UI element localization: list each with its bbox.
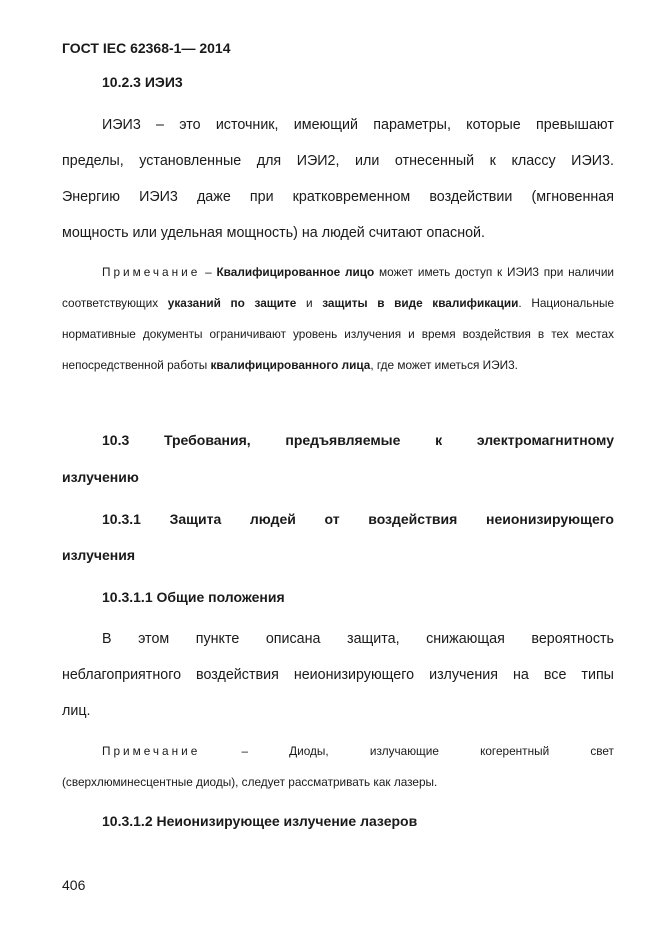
para-line: ИЭИ3 – это источник, имеющий параметры, которые превышают	[102, 117, 614, 133]
note-2: Примечание – Диоды, излучающие когерентный свет (сверхлюминесцентные диоды), следует рассматривать как лазеры.	[62, 736, 614, 798]
note-label: Примечание	[102, 265, 201, 279]
note-label: Примечание	[102, 744, 201, 758]
term-qualified-person: Квалифицированное лицо	[216, 265, 375, 279]
para-line: пределы, установленные для ИЭИ2, или отнесенный к классу ИЭИ3.	[62, 153, 614, 169]
section-10-3-1-1-paragraph	[62, 621, 614, 729]
section-10-2-3-paragraph	[62, 107, 614, 251]
term-qualified-person-2: квалифицированного лица	[210, 358, 371, 372]
section-title-10-3-1-2: 10.3.1.2 Неионизирующее излучение лазеров	[102, 813, 418, 829]
para-line: В этом пункте описана защита, снижающая вероятность	[102, 631, 614, 647]
section-title-10-3-1-1: 10.3.1.1 Общие положения	[102, 589, 285, 605]
para-line: Энергию ИЭИ3 даже при кратковременном воздействии (мгновенная	[62, 189, 614, 205]
page-number: 406	[62, 877, 86, 893]
section-title-10-2-3: 10.2.3 ИЭИ3	[102, 74, 183, 90]
term-protection-instructions: указаний по защите	[167, 296, 297, 310]
document-page	[62, 0, 614, 935]
section-title-10-3-1: 10.3.1 Защита людей от воздействия неионизирующего излучения	[62, 511, 614, 563]
para-line: неблагоприятного воздействия неионизирующего излучения на все типы	[62, 667, 614, 683]
section-title-10-3: 10.3 Требования, предъявляемые к электромагнитному излучению	[62, 432, 614, 485]
note-1: Примечание – Квалифицированное лицо может иметь доступ к ИЭИ3 при наличии соответствующих указаний по защите и защиты в виде квалификации. Национальные нормативные документы ограничивают уровень излучения и время воздействия в тех местах непосредственной работы квалифицированного лица, где может иметься ИЭИ3.	[62, 265, 614, 372]
para-line: мощность или удельная мощность) на людей считают опасной.	[62, 225, 486, 241]
term-qualification-protection: защиты в виде квалификации	[322, 296, 519, 310]
para-line: лиц.	[62, 703, 91, 719]
document-header: ГОСТ IEC 62368-1— 2014	[62, 40, 231, 56]
